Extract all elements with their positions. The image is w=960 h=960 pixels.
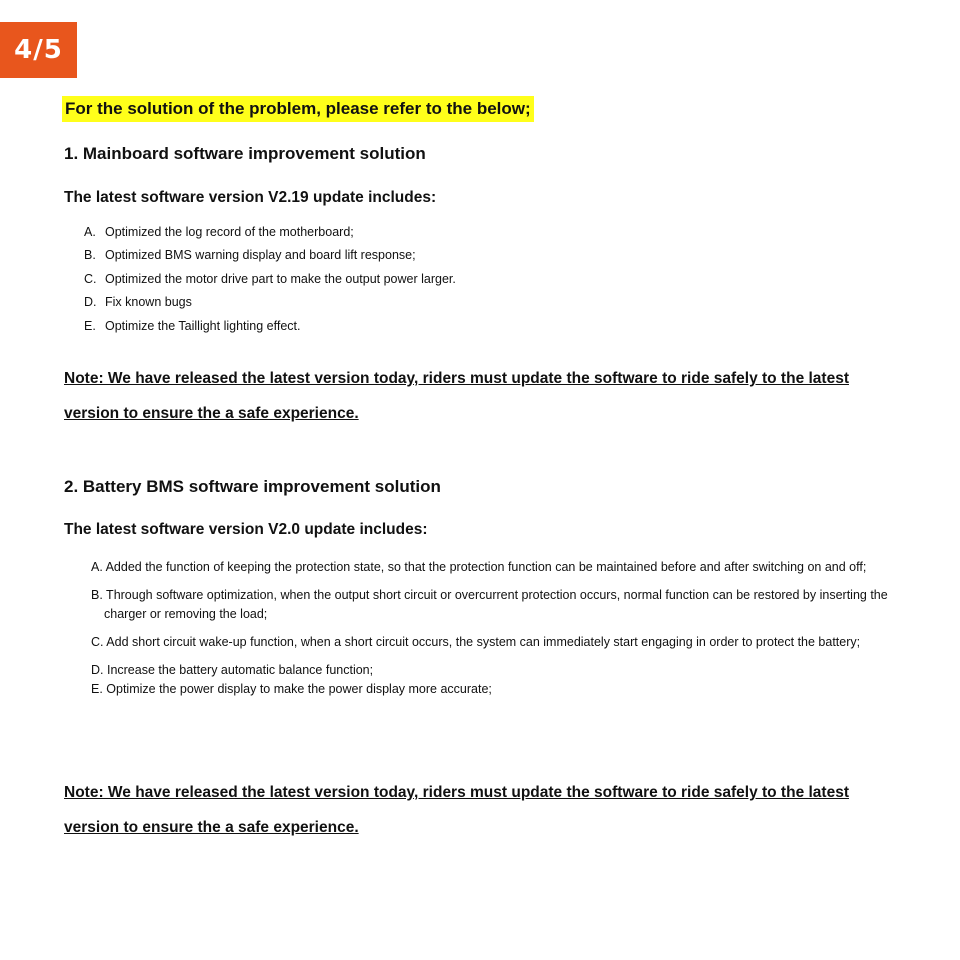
list-item: B. Through software optimization, when the output short circuit or overcurrent protection occurs, normal function can be restored by inserting the charger or removing the load; [91, 588, 888, 621]
section2-heading: 2. Battery BMS software improvement solution [64, 477, 441, 496]
list-item: E. Optimize the Taillight lighting effect. [84, 318, 301, 333]
list-item: B. Optimized BMS warning display and board lift response; [84, 248, 416, 263]
list-item: A. Added the function of keeping the protection state, so that the protection function can be maintained before and after switching on and off; [91, 560, 867, 574]
intro-highlight: For the solution of the problem, please refer to the below; [62, 96, 534, 122]
section1-heading: 1. Mainboard software improvement solution [64, 144, 426, 163]
list-item: D. Increase the battery automatic balance function; [91, 663, 374, 677]
section2-subheading: The latest software version V2.0 update includes: [64, 521, 428, 538]
section1-list [84, 223, 456, 340]
list-item: A. Optimized the log record of the motherboard; [84, 225, 354, 239]
list-item: C. Add short circuit wake-up function, when a short circuit occurs, the system can immediately start engaging in order to protect the battery; [91, 635, 861, 649]
list-item: E. Optimize the power display to make the power display more accurate; [91, 682, 492, 696]
page-number-badge: 4/5 [0, 22, 77, 78]
list-item: D. Fix known bugs [84, 295, 192, 310]
section1-note: Note: We have released the latest version today, riders must update the software to ride safely to the latest version to ensure the a safe experience. [64, 370, 849, 422]
section2-list [91, 558, 891, 699]
list-item: C. Optimized the motor drive part to make the output power larger. [84, 271, 456, 286]
section1-subheading: The latest software version V2.19 update includes: [64, 189, 437, 206]
section2-note: Note: We have released the latest version today, riders must update the software to ride safely to the latest version to ensure the a safe experience. [64, 784, 849, 836]
